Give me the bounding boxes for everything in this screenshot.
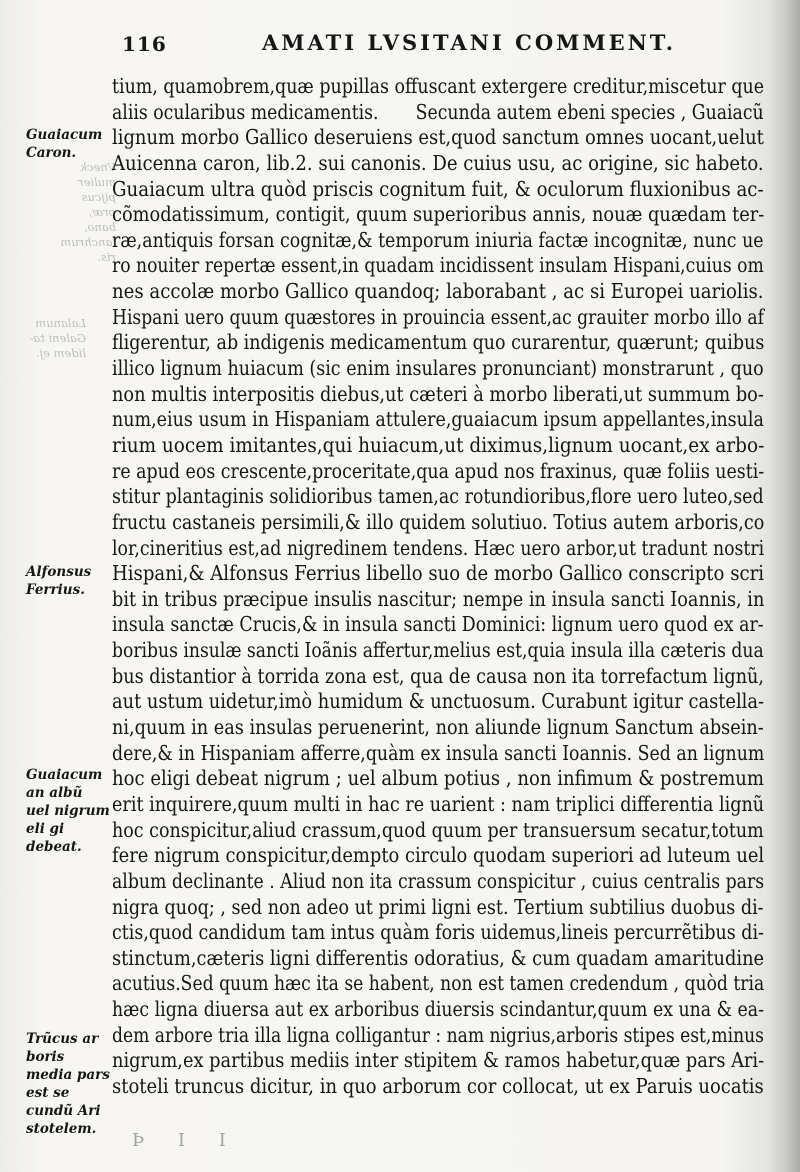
text-line: [112, 99, 764, 126]
text-line: illico lignum huiacum (sic enim insulares pronunciant) monstrarunt , quo: [112, 356, 764, 381]
text-line: tium, quamobrem,quæ pupillas offuscant extergere creditur,miscetur que: [112, 74, 765, 98]
main-text-block: [112, 74, 764, 1100]
text-line: Guaiacum ultra quòd priscis cognitum fuit, & oculorum fluxionibus ac-: [112, 176, 764, 201]
text-line: stitur plantaginis solidioribus tamen,ac rotundioribus,flore uero luteo,sed: [112, 484, 764, 509]
margin-note-alfonsus-ferrius: Alfonsus Ferrius.: [26, 564, 92, 598]
text-line: fere nigrum conspicitur,dempto circulo quodam superiori ad luteum uel: [112, 843, 765, 868]
text-line: stinctum,cæteris ligni differentis odoratius, & cum quadam amaritudine: [112, 945, 765, 970]
page-edge-shadow: [766, 0, 800, 1172]
text-line: re apud eos crescente,proceritate,qua apud nos fraxinus, quæ foliis uesti-: [112, 458, 765, 483]
text-line: dem arbore tria illa ligna colligantur : nam nigrius,arboris stipes est,minus: [112, 1022, 764, 1047]
page-number: 116: [122, 32, 167, 56]
text-line: erit inquirere,quum multi in hac re uarient : nam triplici differentia lignũ: [112, 791, 765, 816]
show-through-text: Vneck mulier pijcus præ, bano, lanchrum ris.: [60, 160, 116, 264]
margin-note-truncus: Trũcus ar boris media pars est se cundũ Ari stotelem.: [26, 1031, 110, 1137]
text-line: non multis interpositis diebus,ut cæteri à morbo liberati,ut summum bo-: [112, 381, 764, 406]
text-line: hoc eligi debeat nigrum ; uel album potius , non infimum & postremum: [112, 766, 765, 791]
text-line: ro nouiter repertæ essent,in quadam incidissent insulam Hispani,cuius om: [112, 253, 764, 278]
text-line: cõmodatissimum, contigit, quum superioribus annis, nouæ quædam ter-: [112, 202, 765, 227]
text-line: lignum morbo Gallico deseruiens est,quod sanctum omnes uocant,uelut: [112, 125, 764, 150]
text-line: bit in tribus præcipue insulis nascitur; nempe in insula sancti Ioannis, in: [112, 586, 765, 611]
text-line: bus distantior à torrida zona est, qua de causa non ita torrefactum lignũ,: [112, 663, 764, 688]
text-line: rium uocem imitantes,qui huiacum,ut diximus,lignum uocant,ex arbo-: [112, 432, 765, 457]
text-line: lor,cineritius est,ad nigredinem tendens. Hæc uero arbor,ut tradunt nostri: [112, 535, 765, 560]
text-line: ctis,quod candidum tam intus quàm foris uidemus,lineis percurrẽtibus di-: [112, 920, 764, 945]
margin-note-guaiacum-caron: Guaiacum Caron.: [26, 127, 103, 161]
text-line-continuation: Secunda autem ebeni species , Guaiacũ: [415, 99, 764, 124]
text-line: fructu castaneis persimili,& illo quidem solutiuo. Totius autem arboris,co: [112, 509, 765, 534]
text-line: nigrum,ex partibus mediis inter stipitem & ramos habetur,quæ pars Ari-: [112, 1048, 765, 1073]
running-head: AMATI LVSITANI COMMENT.: [262, 30, 677, 55]
text-line-start: aliis ocularibus medicamentis.: [112, 99, 379, 124]
text-line: insula sanctæ Crucis,& in insula sancti Dominici: lignum uero quod ex ar-: [112, 612, 764, 637]
show-through-text: Lalanum Galeni ta- lidem ej.: [29, 316, 86, 360]
text-line: ni,quum in eas insulas peruenerint, non aliunde lignum Sanctum absein-: [112, 715, 764, 740]
footer-marks: Þ I I: [132, 1130, 240, 1151]
text-line: hoc conspicitur,aliud crassum,quod quum per transuersum secatur,totum: [112, 817, 764, 842]
text-line: nes accolæ morbo Gallico quandoq; laborabant , ac si Europei uariolis.: [112, 279, 764, 304]
margin-note-guaiacum-color: Guaiacum an albũ uel nigrum eli gi debeat.: [26, 767, 110, 855]
page-header: [0, 26, 800, 66]
text-line: aut ustum uidetur,imò humidum & unctuosum. Curabunt igitur castella-: [112, 689, 765, 714]
text-line: ræ,antiquis forsan cognitæ,& temporum iniuria factæ incognitæ, nunc ue: [112, 227, 764, 252]
text-line: boribus insulæ sancti Ioãnis affertur,melius est,quia insula illa cæteris dua: [112, 638, 764, 663]
text-line: fligerentur, ab indigenis medicamentum quo curarentur, quærunt; quibus: [112, 330, 765, 355]
text-line: Hispani,& Alfonsus Ferrius libello suo de morbo Gallico conscripto scri: [112, 561, 765, 586]
text-line: album declinante . Aliud non ita crassum conspicitur , cuius centralis pars: [112, 868, 765, 893]
text-line: dere,& in Hispaniam afferre,quàm ex insula sancti Ioannis. Sed an lignum: [112, 740, 765, 765]
text-line: num,eius usum in Hispaniam attulere,guaiacum ipsum appellantes,insula: [112, 407, 764, 432]
text-line: Hispani uero quum quæstores in prouincia essent,ac grauiter morbo illo af: [112, 304, 764, 329]
text-line: stoteli truncus dicitur, in quo arborum cor collocat, ut ex Paruis uocatis: [112, 1073, 764, 1098]
text-line: Auicenna caron, lib.2. sui canonis. De cuius usu, ac origine, sic habeto.: [112, 150, 764, 175]
text-line: acutius.Sed quum hæc ita se habent, non est tamen credendum , quòd tria: [112, 971, 765, 996]
text-line: hæc ligna diuersa aut ex arboribus diuersis scindantur,quum ex una & ea-: [112, 997, 764, 1022]
text-line: nigra quoq; , sed non adeo ut primi ligni est. Tertium subtilius duobus di-: [112, 894, 764, 919]
